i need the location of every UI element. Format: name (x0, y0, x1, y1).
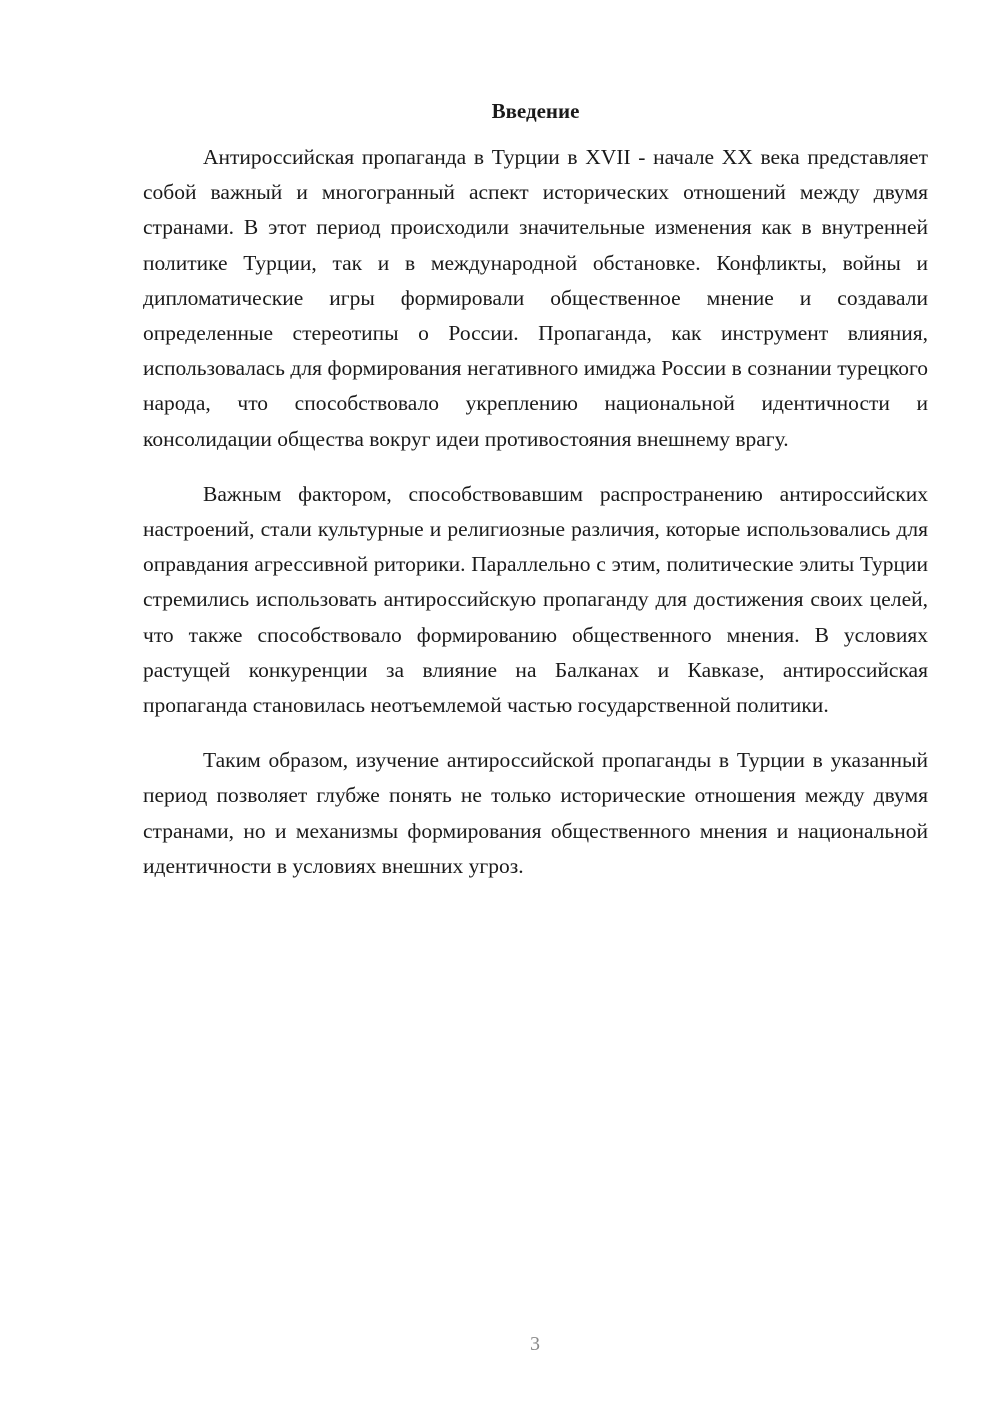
document-body (143, 140, 928, 904)
paragraph-2: Важным фактором, способствовавшим распространению антироссийских настроений, стали культурные и религиозные различия, которые использовались для оправдания агрессивной риторики. Параллельно с этим, политические элиты Турции стремились использовать антироссийскую пропаганду для достижения своих целей, что также способствовало формированию общественного мнения. В условиях растущей конкуренции за влияние на Балканах и Кавказе, антироссийская пропаганда становилась неотъемлемой частью государственной политики. (143, 481, 928, 718)
paragraph-1: Антироссийская пропаганда в Турции в XVII - начале XX века представляет собой важный и многогранный аспект исторических отношений между двумя странами. В этот период происходили значительные изменения как в внутренней политике Турции, так и в международной обстановке. Конфликты, войны и дипломатические игры формировали общественное мнение и создавали определенные стереотипы о России. Пропаганда, как инструмент влияния, использовалась для формирования негативного имиджа России в сознании турецкого народа, что способствовало укреплению национальной идентичности и консолидации общества вокруг идеи противостояния внешнему врагу. (143, 145, 928, 451)
paragraph-3: Таким образом, изучение антироссийской пропаганды в Турции в указанный период позволяет глубже понять не только исторические отношения между двумя странами, но и механизмы формирования общественного мнения и национальной идентичности в условиях внешних угроз. (143, 748, 928, 878)
page-title: Введение (491, 99, 580, 123)
page-number: 3 (530, 1333, 540, 1355)
